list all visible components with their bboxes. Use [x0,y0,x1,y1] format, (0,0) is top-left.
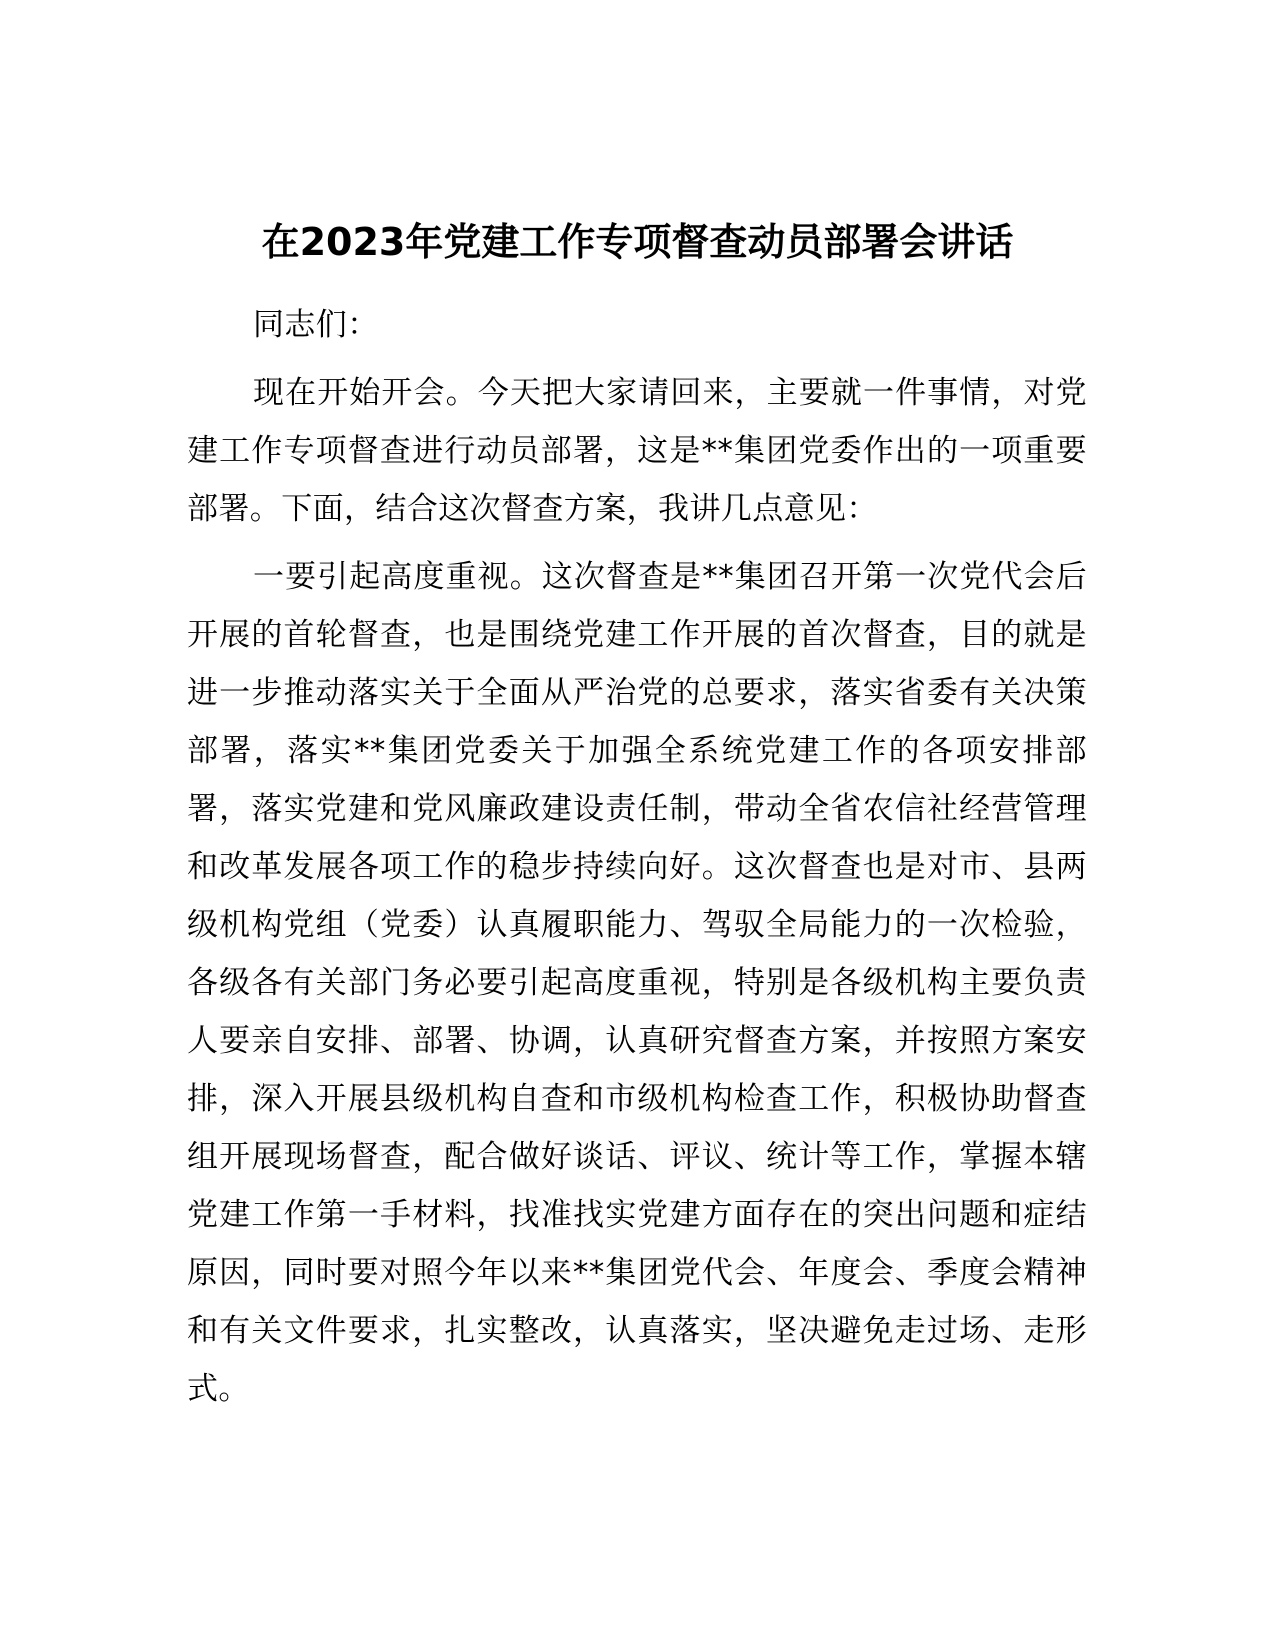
document-title: 在2023年党建工作专项督查动员部署会讲话 [261,220,1014,264]
paragraph-point-one: 一要引起高度重视。这次督查是**集团召开第一次党代会后开展的首轮督查，也是围绕党建工作开展的首次督查，目的就是进一步推动落实关于全面从严治党的总要求，落实省委有关决策部署，落实**集团党委关于加强全系统党建工作的各项安排部署，落实党建和党风廉政建设责任制，带动全省农信社经营管理和改革发展各项工作的稳步持续向好。这次督查也是对市、县两级机构党组（党委）认真履职能力、驾驭全局能力的一次检验，各级各有关部门务必要引起高度重视，特别是各级机构主要负责人要亲自安排、部署、协调，认真研究督查方案，并按照方案安排，深入开展县级机构自查和市级机构检查工作，积极协助督查组开展现场督查，配合做好谈话、评议、统计等工作，掌握本辖党建工作第一手材料，找准找实党建方面存在的突出问题和症结原因，同时要对照今年以来**集团党代会、年度会、季度会精神和有关文件要求，扎实整改，认真落实，坚决避免走过场、走形式。 [187,559,1087,1407]
document-body [187,296,1087,1428]
paragraph-intro: 现在开始开会。今天把大家请回来，主要就一件事情，对党建工作专项督查进行动员部署，这是**集团党委作出的一项重要部署。下面，结合这次督查方案，我讲几点意见： [187,375,1087,527]
salutation: 同志们： [253,307,379,343]
